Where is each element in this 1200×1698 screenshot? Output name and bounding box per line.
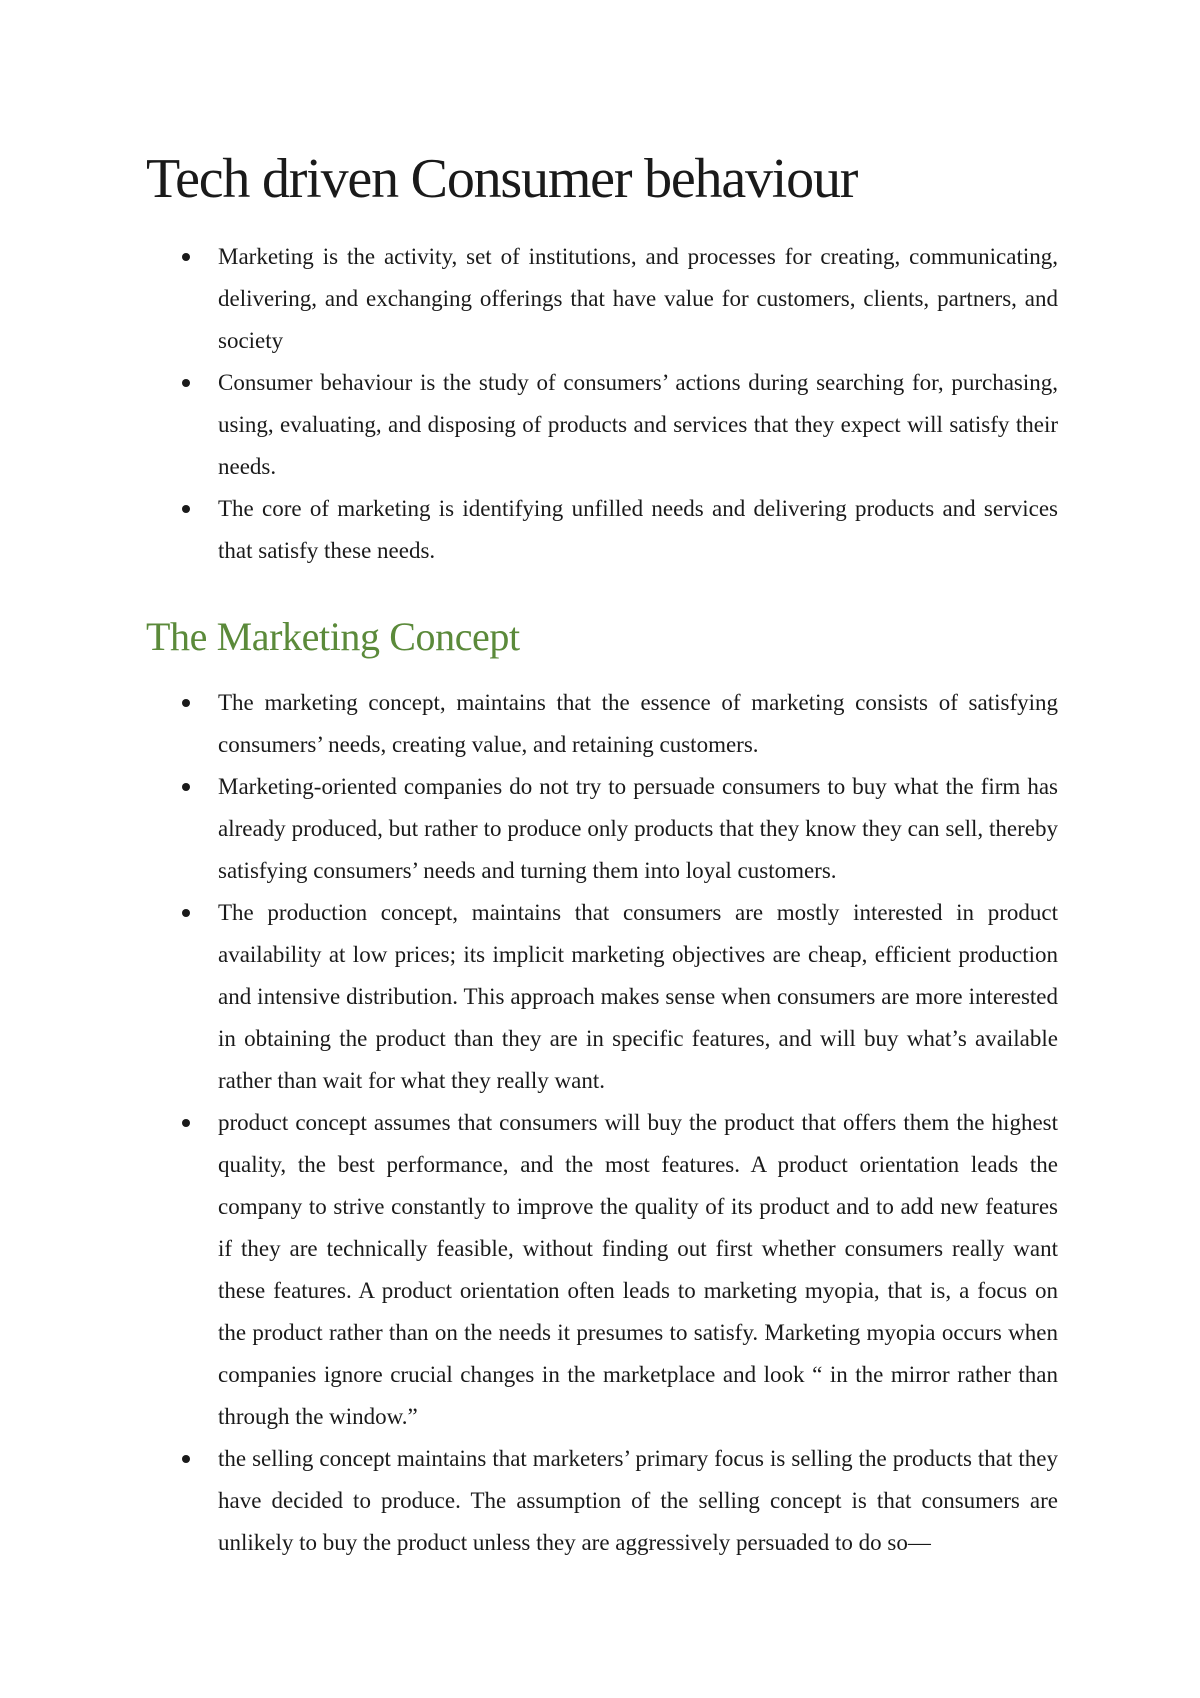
bullet-icon [182, 699, 190, 707]
list-item [146, 236, 1058, 362]
list-item [146, 1438, 1058, 1564]
bullet-icon [182, 783, 190, 791]
bullet-icon [182, 909, 190, 917]
list-item-text: Consumer behaviour is the study of consumers’ actions during searching for, purchasing, using, evaluating, and disposing of products and services that they expect will satisfy their needs. [218, 370, 1058, 479]
bullet-icon [182, 1119, 190, 1127]
list-item-text: the selling concept maintains that marketers’ primary focus is selling the products that they have decided to produce. The assumption of the selling concept is that consumers are unlikely to buy the product unless they are aggressively persuaded to do so— [218, 1446, 1058, 1555]
list-item [146, 892, 1058, 1102]
list-item-text: product concept assumes that consumers will buy the product that offers them the highest quality, the best performance, and the most features. A product orientation leads the company to strive constantly to improve the quality of its product and to add new features if they are technically feasible, without finding out first whether consumers really want these features. A product orientation often leads to marketing myopia, that is, a focus on the product rather than on the needs it presumes to satisfy. Marketing myopia occurs when companies ignore crucial changes in the marketplace and look “ in the mirror rather than through the window.” [218, 1110, 1058, 1429]
list-item [146, 682, 1058, 766]
document-title: Tech driven Consumer behaviour [146, 148, 858, 210]
list-item [146, 362, 1058, 488]
section-heading: The Marketing Concept [146, 614, 520, 659]
list-item-text: The core of marketing is identifying unfilled needs and delivering products and services that satisfy these needs. [218, 496, 1058, 563]
bullet-icon [182, 253, 190, 261]
list-item-text: Marketing-oriented companies do not try to persuade consumers to buy what the firm has already produced, but rather to produce only products that they know they can sell, thereby satisfying consumers’ needs and turning them into loyal customers. [218, 774, 1058, 883]
list-item [146, 766, 1058, 892]
bullet-icon [182, 379, 190, 387]
list-item [146, 488, 1058, 572]
list-item-text: Marketing is the activity, set of institutions, and processes for creating, communicating, delivering, and exchanging offerings that have value for customers, clients, partners, and society [218, 244, 1058, 353]
list-item [146, 1102, 1058, 1438]
list-item-text: The production concept, maintains that consumers are mostly interested in product availability at low prices; its implicit marketing objectives are cheap, efficient production and intensive distribution. This approach makes sense when consumers are more interested in obtaining the product than they are in specific features, and will buy what’s available rather than wait for what they really want. [218, 900, 1058, 1093]
intro-bullet-list [146, 236, 1058, 572]
list-item-text: The marketing concept, maintains that the essence of marketing consists of satisfying consumers’ needs, creating value, and retaining customers. [218, 690, 1058, 757]
bullet-icon [182, 505, 190, 513]
marketing-concept-bullet-list [146, 682, 1058, 1564]
bullet-icon [182, 1455, 190, 1463]
